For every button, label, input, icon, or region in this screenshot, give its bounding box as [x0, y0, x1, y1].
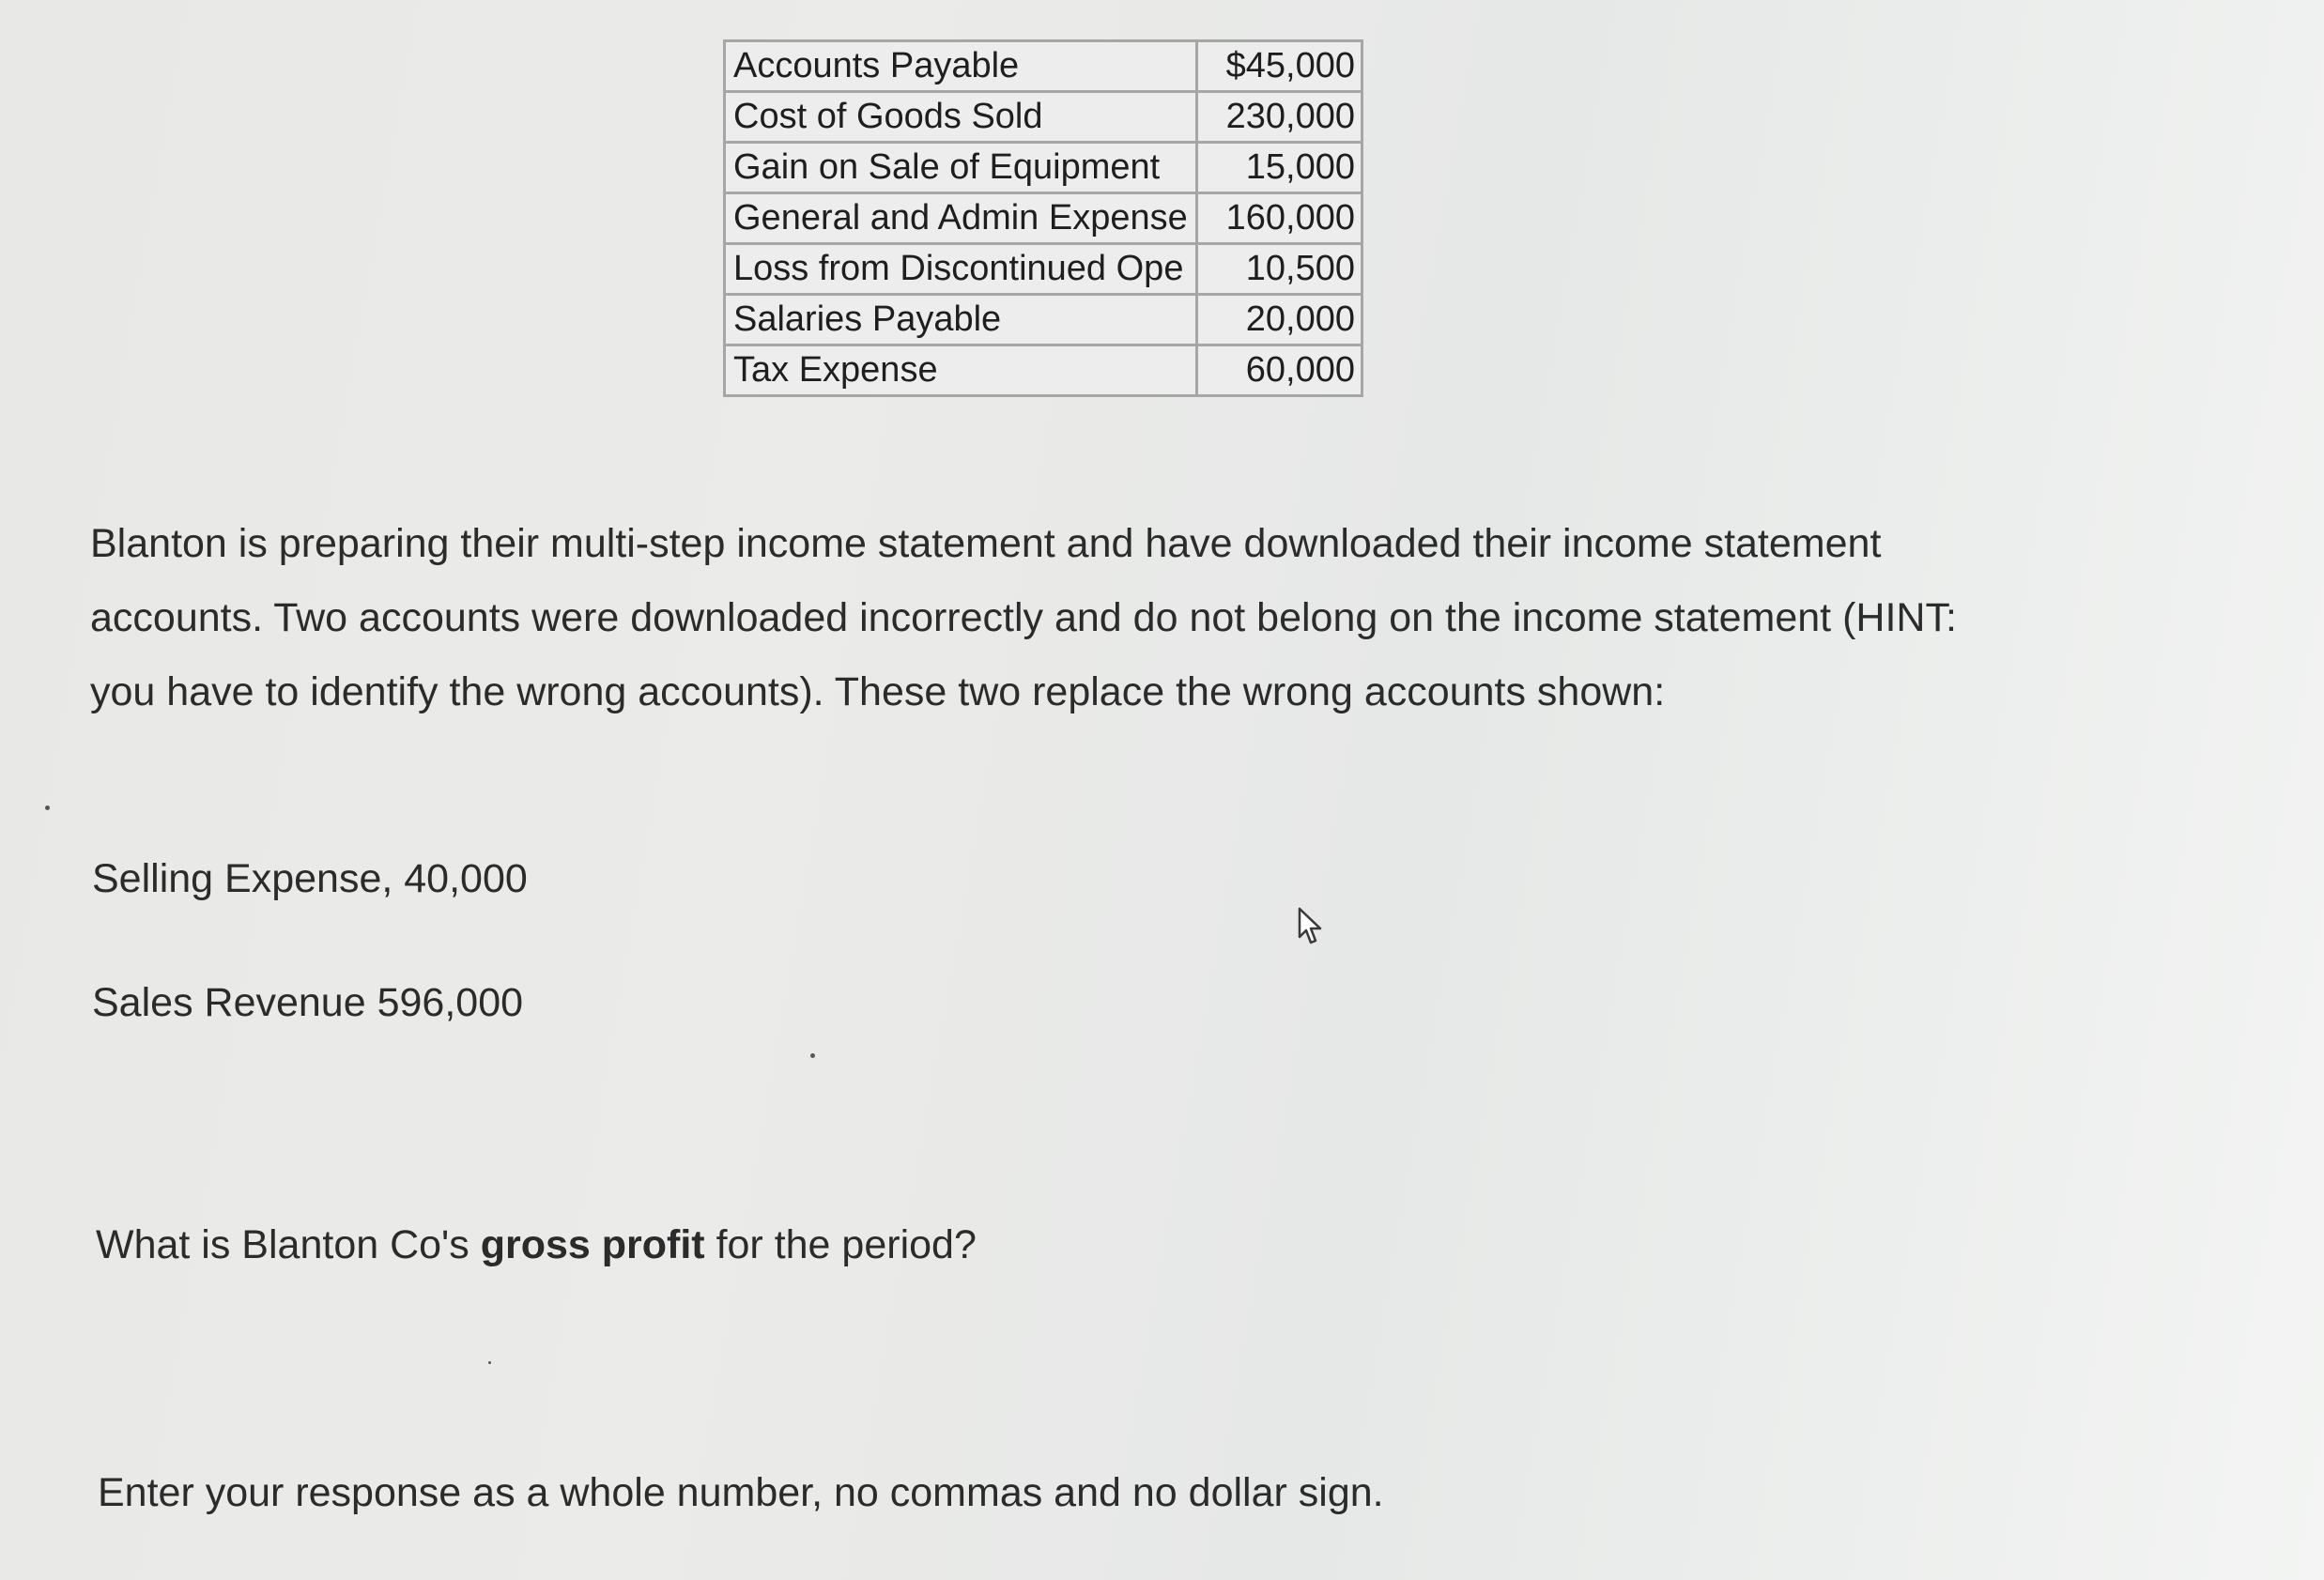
- table-row: [725, 193, 1362, 244]
- accounts-table: [723, 39, 1363, 397]
- answer-instruction: Enter your response as a whole number, no commas and no dollar sign.: [98, 1470, 1384, 1515]
- table-row: [725, 345, 1362, 396]
- account-name: Loss from Discontinued Ope: [725, 244, 1197, 295]
- mouse-pointer-icon: [1297, 907, 1327, 948]
- given-account-selling-expense: Selling Expense, 40,000: [92, 856, 528, 901]
- question-text-start: What is Blanton Co's: [96, 1222, 481, 1267]
- account-amount: $45,000: [1196, 41, 1362, 92]
- account-name: General and Admin Expense: [725, 193, 1197, 244]
- table-row: [725, 244, 1362, 295]
- screen-speck: [45, 805, 50, 810]
- question-text-end: for the period?: [704, 1222, 977, 1267]
- account-name: Accounts Payable: [725, 41, 1197, 92]
- account-amount: 160,000: [1196, 193, 1362, 244]
- question-text: [96, 1222, 977, 1268]
- screen-speck: [810, 1053, 815, 1058]
- account-name: Salaries Payable: [725, 295, 1197, 345]
- account-name: Gain on Sale of Equipment: [725, 143, 1197, 193]
- account-amount: 60,000: [1196, 345, 1362, 396]
- account-name: Cost of Goods Sold: [725, 92, 1197, 143]
- given-account-sales-revenue: Sales Revenue 596,000: [92, 980, 524, 1025]
- account-name: Tax Expense: [725, 345, 1197, 396]
- problem-paragraph: Blanton is preparing their multi-step income statement and have downloaded their income statement accounts. Two accounts were downloaded incorrectly and do not belong on the income statement (HINT: you have to identify the wrong accounts). These two replace the wrong accounts shown:: [90, 521, 1957, 714]
- question-emphasis: gross profit: [480, 1222, 705, 1267]
- table-row: [725, 295, 1362, 345]
- screen-speck: [488, 1361, 491, 1364]
- account-amount: 10,500: [1196, 244, 1362, 295]
- account-amount: 20,000: [1196, 295, 1362, 345]
- account-amount: 230,000: [1196, 92, 1362, 143]
- table-row: [725, 41, 1362, 92]
- account-amount: 15,000: [1196, 143, 1362, 193]
- table-row: [725, 92, 1362, 143]
- table-row: [725, 143, 1362, 193]
